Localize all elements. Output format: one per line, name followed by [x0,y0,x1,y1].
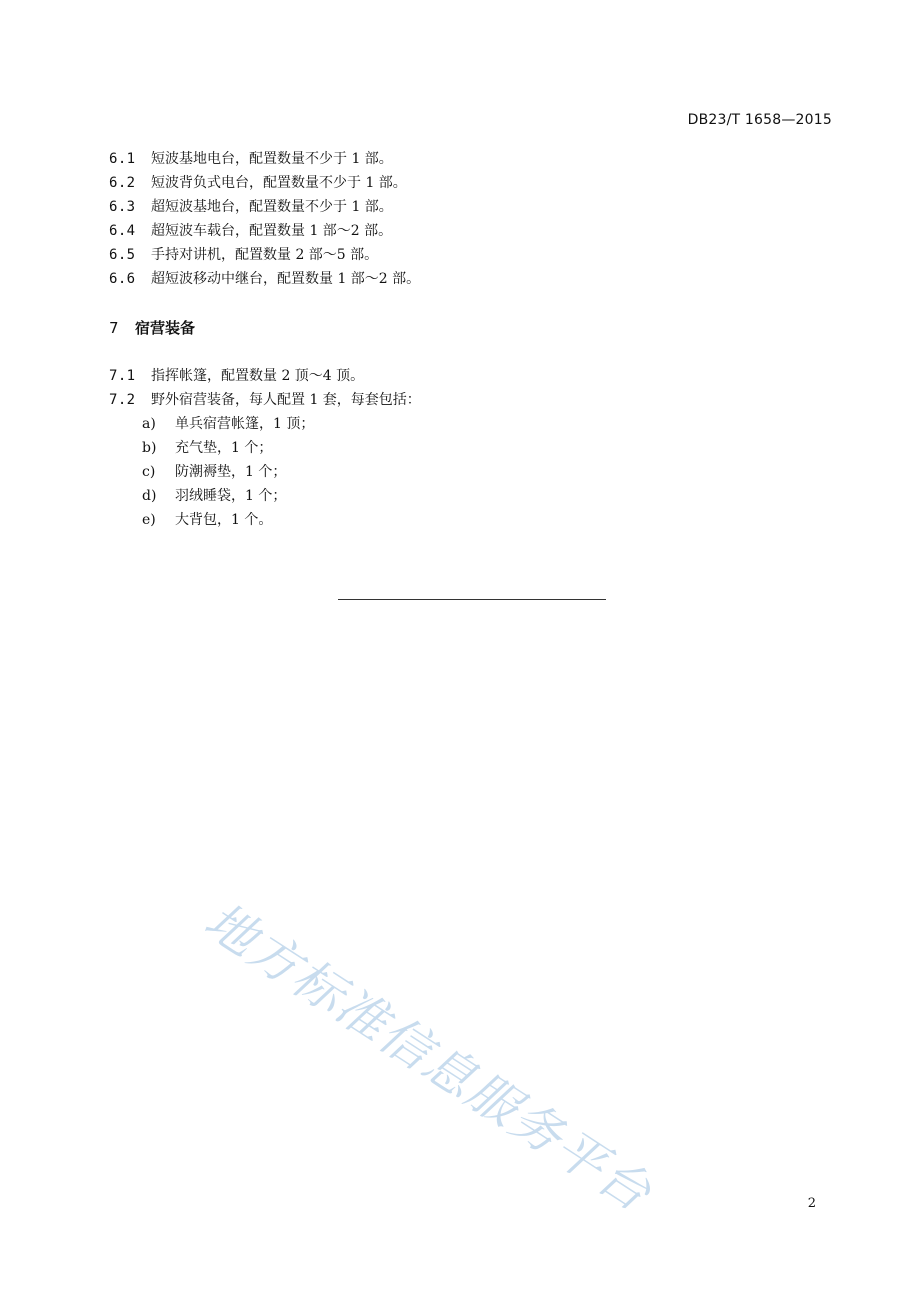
clause-7-2 [109,389,421,411]
clause-7-1 [109,365,364,387]
watermark: 地方标准信息服务平台 [194,891,663,1224]
clause-6-4 [109,220,392,242]
list-item [142,509,272,531]
clause-number: 6.5 [109,247,136,263]
clause-6-6 [109,268,420,290]
end-of-document-rule [338,599,606,600]
section-title: 宿营装备 [135,319,196,337]
page-number: 2 [807,1196,816,1211]
clause-6-3 [109,196,393,218]
section-number: 7 [109,319,119,337]
list-label: d) [142,488,157,504]
section-heading [109,317,195,339]
clause-text: 超短波车载台，配置数量 1 部～2 部。 [151,223,393,239]
list-label: a) [142,416,156,432]
list-text: 单兵宿营帐篷，1 顶； [175,416,315,432]
clause-text: 短波基地电台，配置数量不少于 1 部。 [151,151,393,167]
clause-number: 7.1 [109,368,136,384]
clause-text: 指挥帐篷，配置数量 2 顶～4 顶。 [151,368,365,384]
clause-6-1 [109,148,393,170]
list-item [142,485,286,507]
clause-text: 超短波基地台，配置数量不少于 1 部。 [151,199,393,215]
list-text: 羽绒睡袋，1 个； [175,488,287,504]
clause-text: 超短波移动中继台，配置数量 1 部～2 部。 [151,271,421,287]
list-label: e) [142,512,156,528]
list-item [142,437,272,459]
list-text: 大背包，1 个。 [175,512,273,528]
clause-number: 6.6 [109,271,136,287]
clause-number: 6.2 [109,175,136,191]
clause-text: 短波背负式电台，配置数量不少于 1 部。 [151,175,407,191]
clause-text: 手持对讲机，配置数量 2 部～5 部。 [151,247,379,263]
clause-text: 野外宿营装备，每人配置 1 套，每套包括： [151,392,421,408]
clause-6-5 [109,244,378,266]
clause-number: 6.4 [109,223,136,239]
clause-number: 6.1 [109,151,136,167]
list-text: 防潮褥垫，1 个； [175,464,287,480]
clause-number: 6.3 [109,199,136,215]
list-label: b) [142,440,157,456]
list-item [142,413,314,435]
list-text: 充气垫，1 个； [175,440,273,456]
clause-6-2 [109,172,407,194]
document-code: DB23/T 1658—2015 [687,112,832,128]
list-item [142,461,286,483]
list-label: c) [142,464,156,480]
clause-number: 7.2 [109,392,136,408]
